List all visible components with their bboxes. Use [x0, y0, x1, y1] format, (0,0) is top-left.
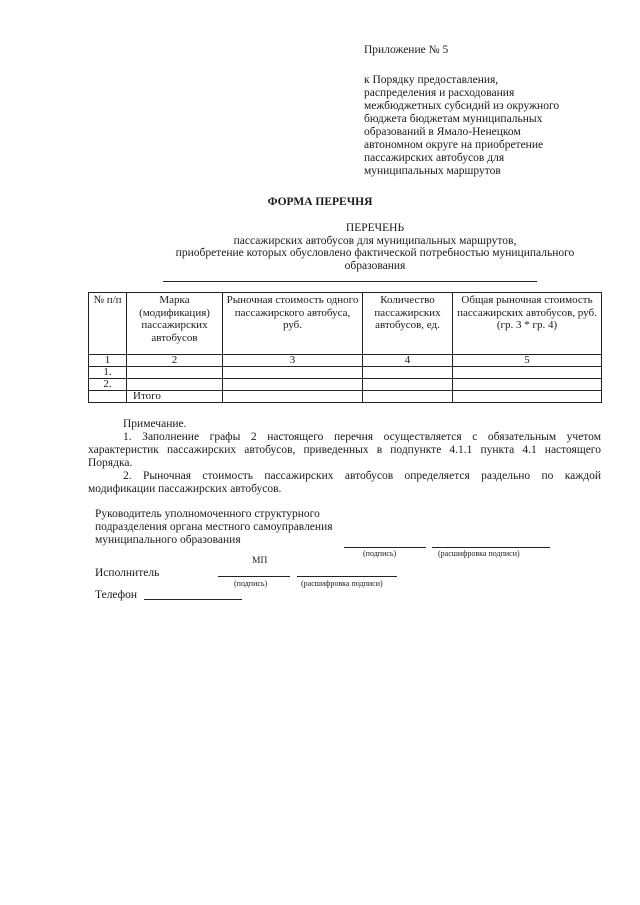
head-position-line: подразделения органа местного самоуправления: [95, 521, 333, 533]
phone-label: Телефон: [95, 589, 138, 601]
header-cell-total-price: Общая рыночная стоимость пассажирских автобусов, руб. (гр. 3 * гр. 4): [453, 293, 602, 355]
list-subtitle-line2: приобретение которых обусловлено фактической потребностью муниципального: [175, 247, 575, 259]
note-item: 1. Заполнение графы 2 настоящего перечня осуществляется с обязательным учетом характеристик пассажирских автобусов, приведенных в подпункте 4.1.1 пункта 4.1 настоящего Порядка.: [88, 431, 601, 469]
form-title: ФОРМА ПЕРЕЧНЯ: [267, 196, 373, 208]
stamp-place: МП: [252, 556, 268, 566]
executor-label: Исполнитель: [95, 567, 160, 579]
header-cell-model: Марка (модификация) пассажирских автобусов: [127, 293, 223, 355]
header-cell-number: № п/п: [89, 293, 127, 355]
appendix-line: бюджета бюджетам муниципальных: [364, 113, 543, 125]
list-subtitle-line3: образования: [344, 259, 406, 272]
column-number: 1: [89, 355, 127, 367]
table-row: [89, 379, 602, 391]
table-cell: [363, 367, 453, 379]
table-cell: [363, 379, 453, 391]
head-position-line: муниципального образования: [95, 534, 241, 546]
head-decoding-line: [432, 547, 550, 548]
list-heading: [140, 222, 610, 272]
table-cell: [453, 367, 602, 379]
appendix-block: [364, 44, 559, 178]
appendix-line: автономном округе на приобретение: [364, 139, 544, 151]
head-signature-line: [344, 547, 426, 548]
table-cell: [127, 367, 223, 379]
column-number: 3: [223, 355, 363, 367]
list-subtitle-line1: пассажирских автобусов для муниципальных маршрутов,: [233, 234, 517, 247]
column-number: 2: [127, 355, 223, 367]
total-label: Итого: [127, 391, 223, 403]
table-cell: [453, 391, 602, 403]
header-cell-quantity: Количество пассажирских автобусов, ед.: [363, 293, 453, 355]
note-item: 2. Рыночная стоимость пассажирских автобусов определяется раздельно по каждой модификации пассажирских автобусов.: [88, 470, 601, 495]
executor-caption-decoding: (расшифровка подписи): [301, 579, 383, 588]
table-cell: [223, 379, 363, 391]
appendix-line: пассажирских автобусов для: [364, 152, 505, 164]
executor-decoding-line: [297, 576, 397, 577]
head-position-block: [95, 508, 333, 547]
executor-signature-line: [218, 576, 290, 577]
table-header-row: [89, 293, 602, 355]
buses-table: [88, 292, 602, 403]
row-label: 2.: [89, 379, 127, 391]
appendix-line: распределения и расходования: [364, 87, 515, 99]
table-cell: [363, 391, 453, 403]
table-cell: [223, 391, 363, 403]
municipality-fill-line: [163, 281, 537, 282]
appendix-line: муниципальных маршрутов: [364, 165, 501, 177]
column-number: 4: [363, 355, 453, 367]
appendix-line: образований в Ямало-Ненецком: [364, 126, 521, 138]
table-cell: [127, 379, 223, 391]
table-row: [89, 367, 602, 379]
column-number-row: [89, 355, 602, 367]
table-cell: [223, 367, 363, 379]
appendix-title: Приложение № 5: [364, 44, 449, 56]
caption-decoding: (расшифровка подписи): [438, 549, 520, 558]
head-position-line: Руководитель уполномоченного структурного: [95, 508, 320, 520]
table-cell: [453, 379, 602, 391]
notes-block: [88, 418, 601, 496]
row-label: 1.: [89, 367, 127, 379]
table-cell: [89, 391, 127, 403]
header-cell-unit-price: Рыночная стоимость одного пассажирского автобуса, руб.: [223, 293, 363, 355]
executor-caption-signature: (подпись): [234, 579, 268, 588]
caption-signature: (подпись): [363, 549, 397, 558]
column-number: 5: [453, 355, 602, 367]
phone-fill-line: [144, 599, 242, 600]
total-row: [89, 391, 602, 403]
list-title: ПЕРЕЧЕНЬ: [345, 222, 405, 234]
appendix-line: межбюджетных субсидий из окружного: [364, 100, 560, 112]
notes-title: Примечание.: [123, 418, 187, 430]
appendix-line: к Порядку предоставления,: [364, 74, 499, 86]
